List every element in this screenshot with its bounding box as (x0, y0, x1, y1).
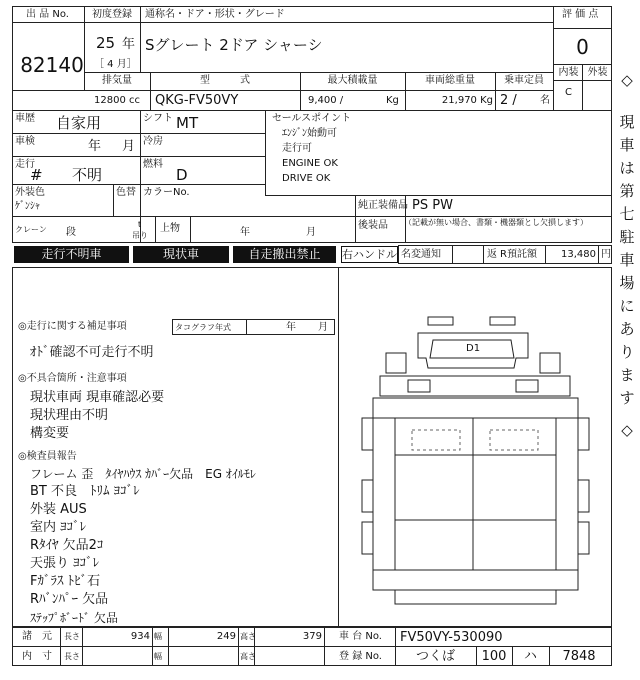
sales-point-line: 走行可 (282, 143, 312, 154)
interior-height-label: 高さ (240, 652, 256, 661)
color-code-label: カラーNo. (143, 187, 190, 198)
status-tag-no-self-drive: 自走搬出禁止 (233, 246, 336, 263)
defect-line: 現状車両 現車確認必要 (30, 390, 165, 405)
plate-region: つくば (415, 649, 455, 664)
sales-point-line: ｴﾝｼﾞﾝ始動可 (282, 128, 337, 139)
length-value: 934 (130, 631, 150, 642)
overall-grade: 0 (576, 35, 589, 59)
fuel-value: D (176, 166, 188, 184)
run-note: ｵﾄﾞ確認不可走行不明 (30, 345, 154, 360)
tachograph-label: タコグラフ年式 (175, 323, 231, 332)
recycle-unit: 円 (601, 249, 611, 260)
plate-number: 7848 (562, 649, 596, 664)
inspector-line: Fｶﾞﾗｽ ﾄﾋﾞ石 (30, 574, 101, 589)
exterior-grade: C (565, 87, 572, 98)
status-tag-mileage-unknown: 走行不明車 (14, 246, 129, 263)
tachograph-year: 年 (286, 322, 296, 333)
max-load-value: 9,400 / (308, 95, 344, 106)
reg-year-unit: 年 (122, 37, 136, 52)
gross-weight-label: 車両総重量 (425, 75, 475, 86)
side-banner-top-diamond: ◇ (621, 71, 633, 89)
inspection-month: 月 (122, 139, 136, 154)
mileage-value: 不明 (72, 166, 103, 184)
model-label: 通称名・ドア・形状・グレード (145, 9, 285, 20)
model-name: Sグレート 2ドア シャーシ (145, 36, 323, 54)
inspector-line: ｽﾃｯﾌﾟﾎﾞｰﾄﾞ 欠品 (30, 611, 118, 625)
side-banner-char: り (619, 343, 635, 361)
exterior-label: 外装 (587, 67, 608, 78)
run-notes-title: ◎走行に関する補足事項 (18, 321, 127, 332)
lot-number: 82140 (20, 53, 84, 77)
defect-line: 現状理由不明 (30, 408, 109, 423)
defect-title: ◎不具合箇所・注意事項 (18, 373, 127, 384)
color-change-label: 色替 (116, 187, 136, 198)
side-banner-char: 駐 (619, 228, 635, 246)
inspector-line: フレーム 歪 ﾀｲﾔﾊｳｽ ｶﾊﾞｰ欠品 EG ｵｲﾙﾓﾚ (30, 467, 256, 481)
equipment-value: PS PW (412, 198, 453, 213)
name-change-label: 名変通知 (401, 249, 441, 260)
diagram-mark-d1: D1 (466, 343, 481, 354)
side-banner-char: 車 (619, 251, 635, 269)
displacement-value: 12800 cc (94, 95, 140, 106)
interior-length-label: 長さ (64, 652, 80, 661)
shift-label: シフト (143, 113, 173, 124)
inspection-label: 車検 (15, 136, 35, 147)
mileage-prefix: # (30, 166, 43, 184)
side-banner-char: 七 (619, 205, 635, 223)
recycle-label: R預託額 (500, 249, 537, 260)
side-banner-char: 場 (619, 274, 635, 292)
sales-point-line: ENGINE OK (282, 158, 338, 169)
lot-label: 出 品 No. (26, 9, 69, 20)
capacity-unit: 名 (540, 95, 550, 106)
upper-month: 月 (306, 227, 316, 238)
inspector-line: 外装 AUS (30, 502, 87, 517)
side-banner-char: ま (619, 366, 635, 384)
color-value: ｹﾞﾝｼｬ (15, 201, 40, 212)
side-banner-char: に (619, 297, 635, 315)
gross-weight-value: 21,970 Kg (441, 95, 493, 106)
interior-width-label: 幅 (154, 652, 162, 661)
crane-ton: t (138, 220, 142, 229)
sales-points-label: セールスポイント (272, 113, 352, 124)
inspector-line: BT 不良 ﾄﾘﾑ ﾖｺﾞﾚ (30, 484, 140, 499)
plate-class: 100 (481, 649, 507, 664)
reg-year: 25 (96, 34, 116, 52)
plate-kana: ハ (523, 649, 537, 664)
height-value: 379 (302, 631, 322, 642)
sales-point-line: DRIVE OK (282, 173, 331, 184)
after-equipment-label: 後装品 (358, 220, 388, 231)
inspector-title: ◎検査員報告 (18, 451, 77, 462)
max-load-unit: Kg (386, 95, 399, 106)
reg-month: ［ 4 月］ (94, 59, 137, 70)
history-label: 車歴 (15, 113, 35, 124)
width-value: 249 (216, 631, 236, 642)
tachograph-month: 月 (318, 322, 328, 333)
inspector-line: 天張り ﾖｺﾞﾚ (30, 556, 100, 571)
side-banner-char: 第 (619, 182, 635, 200)
displacement-label: 排気量 (102, 75, 132, 86)
side-banner-char: す (619, 389, 635, 407)
color-label: 外装色 (15, 187, 45, 198)
status-tag-as-is: 現状車 (133, 246, 229, 263)
side-banner-char: は (619, 159, 635, 177)
fuel-label: 燃料 (143, 159, 163, 170)
defect-line: 構変要 (30, 426, 70, 441)
history-value: 自家用 (56, 114, 102, 132)
grade-label: 評 価 点 (562, 9, 599, 20)
inspection-year: 年 (88, 139, 102, 154)
inspector-line: Rﾀｲﾔ 欠品2ｺ (30, 538, 104, 553)
side-banner-char: 車 (619, 136, 635, 154)
chassis-number: FV50VY-530090 (400, 630, 503, 645)
height-label: 高さ (240, 632, 256, 641)
length-label: 長さ (64, 632, 80, 641)
after-equipment-note: （記載が無い場合、書類・機器類とし欠損します） (404, 218, 588, 227)
capacity-label: 乗車定員 (504, 75, 544, 86)
right-hand-drive-box: 右ハンドル (342, 248, 397, 261)
shift-value: MT (176, 114, 199, 132)
equipment-label: 純正装備品 (358, 200, 408, 211)
dims-label: 諸 元 (22, 631, 52, 642)
recycle-amount: 13,480 (561, 249, 596, 260)
upper-year: 年 (240, 227, 250, 238)
crane-stage: 段 (66, 227, 76, 238)
type-value: QKG-FV50VY (155, 93, 239, 108)
plate-label: 登 録 No. (339, 651, 382, 662)
crane-label: クレーン (15, 225, 47, 234)
side-banner-char: あ (619, 320, 635, 338)
max-load-label: 最大積載量 (327, 75, 378, 86)
mileage-label: 走行 (15, 159, 35, 170)
cooling-label: 冷房 (143, 136, 163, 147)
crane-hang: 吊り (132, 231, 148, 240)
chassis-label: 車 台 No. (339, 631, 382, 642)
width-label: 幅 (154, 632, 162, 641)
side-banner-bottom-diamond: ◇ (621, 421, 633, 439)
interior-label: 内装 (558, 67, 579, 78)
inspector-line: 室内 ﾖｺﾞﾚ (30, 520, 87, 535)
capacity-value: 2 / (500, 93, 517, 108)
interior-dims-label: 内 寸 (22, 651, 52, 662)
inspector-line: Rﾊﾞﾝﾊﾟｰ 欠品 (30, 592, 109, 607)
first-reg-label: 初度登録 (92, 9, 132, 20)
tax-char: 返 (487, 249, 497, 260)
side-banner-char: 現 (619, 113, 635, 131)
type-label: 型 式 (200, 75, 250, 86)
upper-label: 上物 (160, 223, 180, 234)
